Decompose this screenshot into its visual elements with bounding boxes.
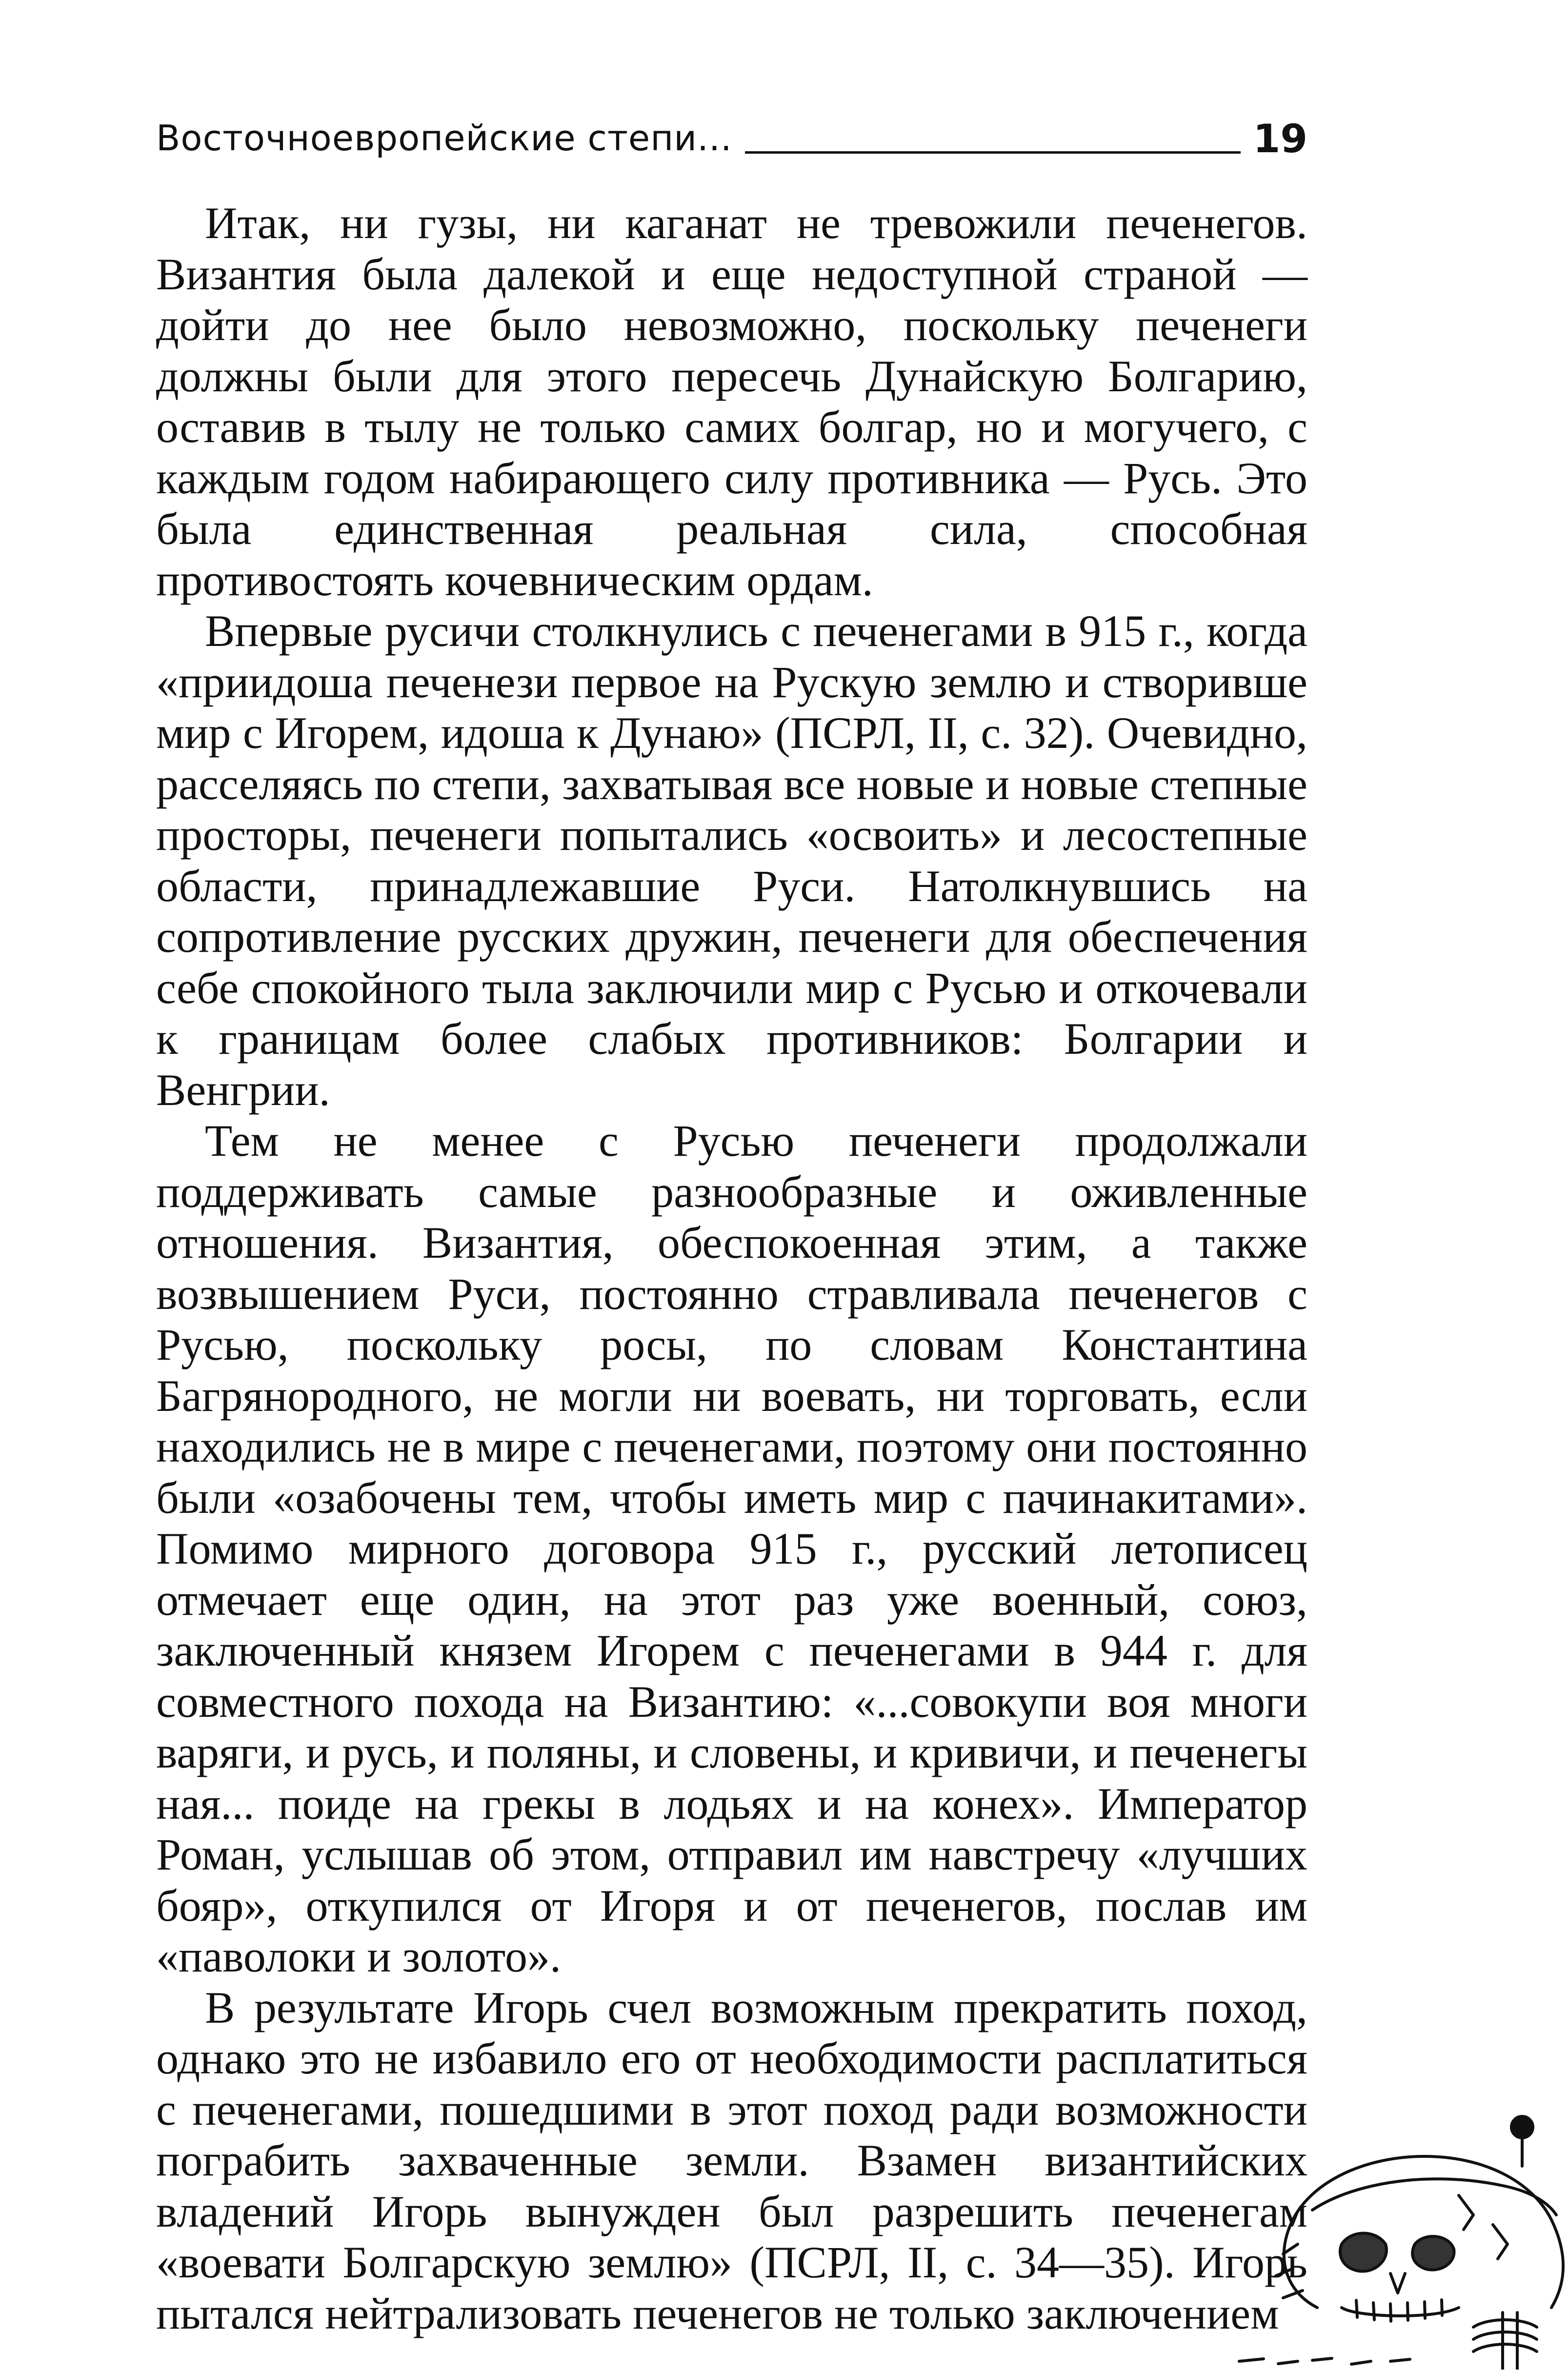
paragraph-2: Впервые русичи столкнулись с печенегами в 915 г., когда «приидоша печенези первое на Рускую землю и створивше мир с Игорем, идоша к Дунаю» (ПСРЛ, II, с. 32). Очевидно, расселяясь по степи, захватывая все новые и новые степные просторы, печенеги попытались «освоить» и лесостепные области, принадлежавшие Руси. Натолкнувшись на сопротивление русских дружин, печенеги для обеспечения себе спокойного тыла заключили мир с Русью и откочевали к границам более слабых противников: Болгарии и Венгрии. <box>156 606 1307 1115</box>
header-rule <box>745 151 1241 154</box>
running-head <box>156 105 1307 159</box>
running-title: Восточноевропейские степи... <box>156 118 732 159</box>
paragraph-1: Итак, ни гузы, ни каганат не тревожили печенегов. Византия была далекой и еще недоступной страной — дойти до нее было невозможно, поскольку печенеги должны были для этого пересечь Дунайскую Болгарию, оставив в тылу не только самих болгар, но и могучего, с каждым годом набирающего силу противника — Русь. Это была единственная реальная сила, способная противостоять кочевническим ордам. <box>156 198 1307 605</box>
paragraph-4: В результате Игорь счел возможным прекратить поход, однако это не избавило его от необходимости расплатиться с печенегами, пошедшими в этот поход ради возможности пограбить захваченные земли. Взамен византийских владений Игорь вынужден был разрешить печенегам «воевати Болгарскую землю» (ПСРЛ, II, с. 34—35). Игорь пытался нейтрализовать печенегов не только заключением <box>156 1982 1307 2338</box>
skull-on-stake-icon <box>1229 2098 1568 2370</box>
body-text <box>156 198 1307 2339</box>
paragraph-3: Тем не менее с Русью печенеги продолжали поддерживать самые разнообразные и оживленные отношения. Византия, обеспокоенная этим, а также возвышением Руси, постоянно стравливала печенегов с Русью, поскольку росы, по словам Константина Багрянородного, не могли ни воевать, ни торговать, если находились не в мире с печенегами, поэтому они постоянно были «озабочены тем, чтобы иметь мир с пачинакитами». Помимо мирного договора 915 г., русский летописец отмечает еще один, на этот раз уже военный, союз, заключенный князем Игорем с печенегами в 944 г. для совместного похода на Византию: «...совокупи воя многи варяги, и русь, и поляны, и словены, и кривичи, и печенегы ная... поиде на грекы в лодьях и на конех». Император Роман, услышав об этом, отправил им навстречу «лучших бояр», откупился от Игоря и от печенегов, послав им «паволоки и золото». <box>156 1116 1307 1981</box>
page-number: 19 <box>1253 116 1307 161</box>
